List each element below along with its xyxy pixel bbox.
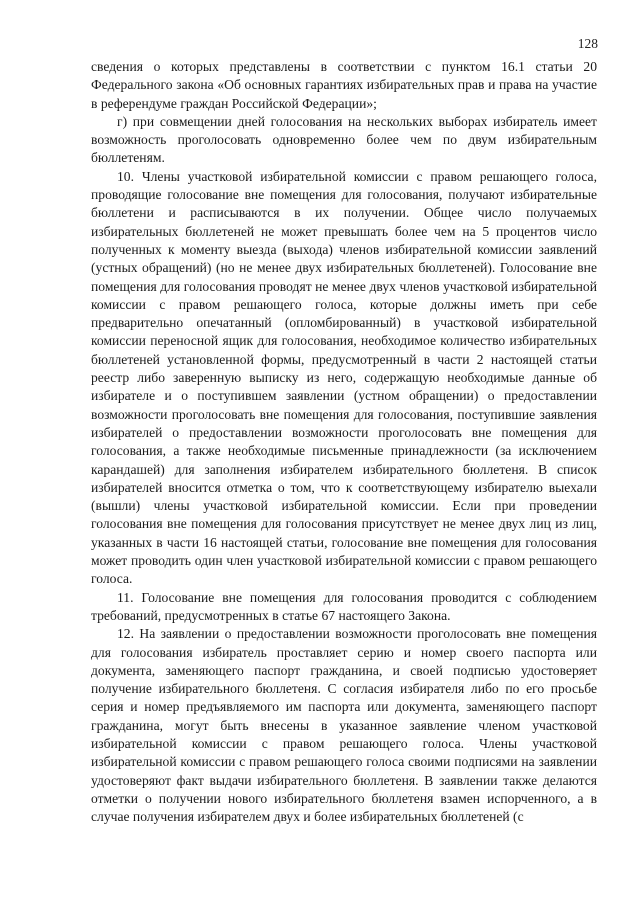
paragraph-10: 10. Члены участковой избирательной комиссии с правом решающего голоса, проводящие голосование вне помещения для голосования, получают избирательные бюллетени и расписываются в их получении. Общее число получаемых избирательных бюллетеней не может превышать более чем на 5 процентов число полученных к моменту выезда (выхода) членов избирательной комиссии заявлений (устных обращений) (но не менее двух избирательных бюллетеней). Голосование вне помещения для голосования проводят не менее двух членов участковой избирательной комиссии с правом решающего голоса, которые должны иметь при себе предварительно опечатанный (опломбированный) в участковой избирательной комиссии переносной ящик для голосования, необходимое количество избирательных бюллетеней установленной формы, предусмотренный в части 2 настоящей статьи реестр либо заверенную выписку из него, содержащую необходимые данные об избирателе и о поступившем заявлении (устном обращении) о предоставлении возможности проголосовать вне помещения для голосования, поступившие заявления избирателей о предоставлении возможности проголосовать вне помещения для голосования, а также необходимые письменные принадлежности (за исключением карандашей) для заполнения избирателем избирательного бюллетеня. В список избирателей вносится отметка о том, что к соответствующему избирателю выехали (вышли) члены участковой избирательной комиссии. Если при проведении голосования вне помещения для голосования присутствует не менее двух лиц из лиц, указанных в части 16 настоящей статьи, голосование вне помещения для голосования может проводить один член участковой избирательной комиссии с правом решающего голоса. [91,168,597,587]
paragraph-12: 12. На заявлении о предоставлении возможности проголосовать вне помещения для голосования избиратель проставляет серию и номер своего паспорта или документа, заменяющего паспорт гражданина, и своей подписью удостоверяет получение избирательного бюллетеня. С согласия избирателя либо по его просьбе серия и номер предъявляемого им паспорта или документа, заменяющего паспорт гражданина, могут быть внесены в указанное заявление членом участковой избирательной комиссии с правом решающего голоса. Члены участковой избирательной комиссии с правом решающего голоса своими подписями на заявлении удостоверяют факт выдачи избирательного бюллетеня. В заявлении также делаются отметки о получении нового избирательного бюллетеня взамен испорченного, а в случае получения избирателем двух и более избирательных бюллетеней (с [91,626,597,825]
page-number: 128 [577,36,598,51]
document-body [91,58,597,826]
paragraph-item-g: г) при совмещении дней голосования на нескольких выборах избиратель имеет возможность проголосовать одновременно более чем по двум избирательным бюллетеням. [91,113,597,166]
paragraph-11: 11. Голосование вне помещения для голосования проводится с соблюдением требований, предусмотренных в статье 67 настоящего Закона. [91,589,597,623]
paragraph-continuation: сведения о которых представлены в соответствии с пунктом 16.1 статьи 20 Федерального закона «Об основных гарантиях избирательных прав и права на участие в референдуме граждан Российской Федерации»; [91,59,597,111]
